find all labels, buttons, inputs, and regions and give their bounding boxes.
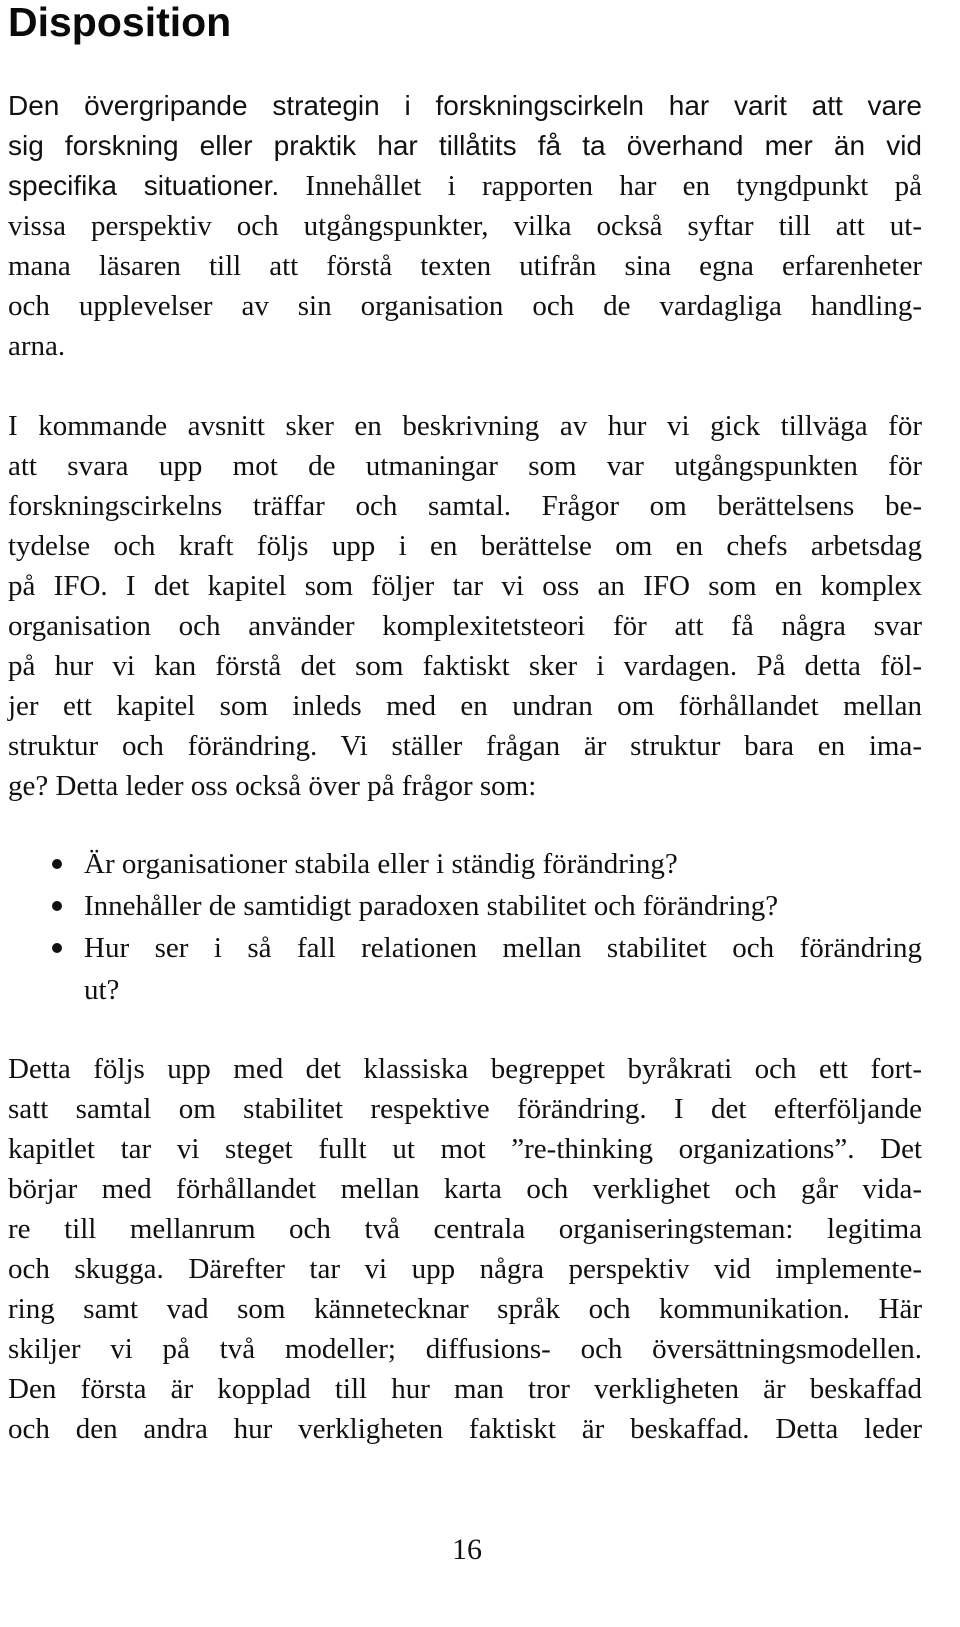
paragraph-line: vissa perspektiv och utgångspunkter, vilka också syftar till att ut- xyxy=(8,210,922,242)
list-item-text: ut? xyxy=(84,974,120,1006)
bullet-icon xyxy=(52,943,62,953)
paragraph-line xyxy=(8,166,922,206)
paragraph-line: börjar med förhållandet mellan karta och verklighet och går vida- xyxy=(8,1173,922,1205)
paragraph-line: forskningscirkelns träffar och samtal. Frågor om berättelsens be- xyxy=(8,490,922,522)
paragraph-line: Den övergripande strategin i forskningscirkeln har varit att vare xyxy=(8,90,922,121)
paragraph-line: satt samtal om stabilitet respektive förändring. I det efterföljande xyxy=(8,1093,922,1125)
paragraph-line: struktur och förändring. Vi ställer frågan är struktur bara en ima- xyxy=(8,730,922,762)
paragraph-line: och den andra hur verkligheten faktiskt är beskaffad. Detta leder xyxy=(8,1413,922,1445)
paragraph-overview xyxy=(8,406,922,806)
paragraph-continuation xyxy=(8,1049,922,1449)
paragraph-line: ring samt vad som kännetecknar språk och kommunikation. Här xyxy=(8,1293,922,1325)
paragraph-intro xyxy=(8,86,922,366)
list-item-text: Är organisationer stabila eller i ständig förändring? xyxy=(84,848,678,880)
bullet-icon xyxy=(52,901,62,911)
list-item xyxy=(8,843,922,885)
list-item xyxy=(8,885,922,927)
paragraph-line: och skugga. Därefter tar vi upp några perspektiv vid implemente- xyxy=(8,1253,922,1285)
paragraph-line: Den första är kopplad till hur man tror verkligheten är beskaffad xyxy=(8,1373,922,1405)
paragraph-line: tydelse och kraft följs upp i en berättelse om en chefs arbetsdag xyxy=(8,530,922,562)
paragraph-line: på hur vi kan förstå det som faktiskt sker i vardagen. På detta föl- xyxy=(8,650,922,682)
paragraph-line: ge? Detta leder oss också över på frågor som: xyxy=(8,770,537,802)
paragraph-line: mana läsaren till att förstå texten utifrån sina egna erfarenheter xyxy=(8,250,922,282)
paragraph-line: sig forskning eller praktik har tillåtits få ta överhand mer än vid xyxy=(8,130,922,161)
paragraph-line: skiljer vi på två modeller; diffusions- och översättningsmodellen. xyxy=(8,1333,922,1365)
paragraph-line: Detta följs upp med det klassiska begreppet byråkrati och ett fort- xyxy=(8,1053,922,1085)
page-number: 16 xyxy=(452,1533,482,1566)
list-item-text: Hur ser i så fall relationen mellan stabilitet och förändring xyxy=(84,932,922,964)
paragraph-line: och upplevelser av sin organisation och de vardagliga handling- xyxy=(8,290,922,322)
paragraph-line: kapitlet tar vi steget fullt ut mot ”re-thinking organizations”. Det xyxy=(8,1133,922,1165)
page-title: Disposition xyxy=(8,0,232,45)
paragraph-line-segment: specifika situationer. xyxy=(8,170,280,201)
bullet-icon xyxy=(52,859,62,869)
paragraph-line: jer ett kapitel som inleds med en undran om förhållandet mellan xyxy=(8,690,922,722)
paragraph-line: re till mellanrum och två centrala organiseringsteman: legitima xyxy=(8,1213,922,1245)
question-list xyxy=(8,843,922,1011)
paragraph-line: arna. xyxy=(8,330,66,362)
paragraph-line: I kommande avsnitt sker en beskrivning av hur vi gick tillväga för xyxy=(8,410,922,442)
paragraph-line: på IFO. I det kapitel som följer tar vi oss an IFO som en komplex xyxy=(8,570,922,602)
paragraph-line-segment: Innehållet i rapporten har en tyngdpunkt på xyxy=(305,170,922,202)
paragraph-line: att svara upp mot de utmaningar som var utgångspunkten för xyxy=(8,450,922,482)
list-item xyxy=(8,927,922,1011)
paragraph-line: organisation och använder komplexitetsteori för att få några svar xyxy=(8,610,922,642)
list-item-text: Innehåller de samtidigt paradoxen stabilitet och förändring? xyxy=(84,890,779,922)
